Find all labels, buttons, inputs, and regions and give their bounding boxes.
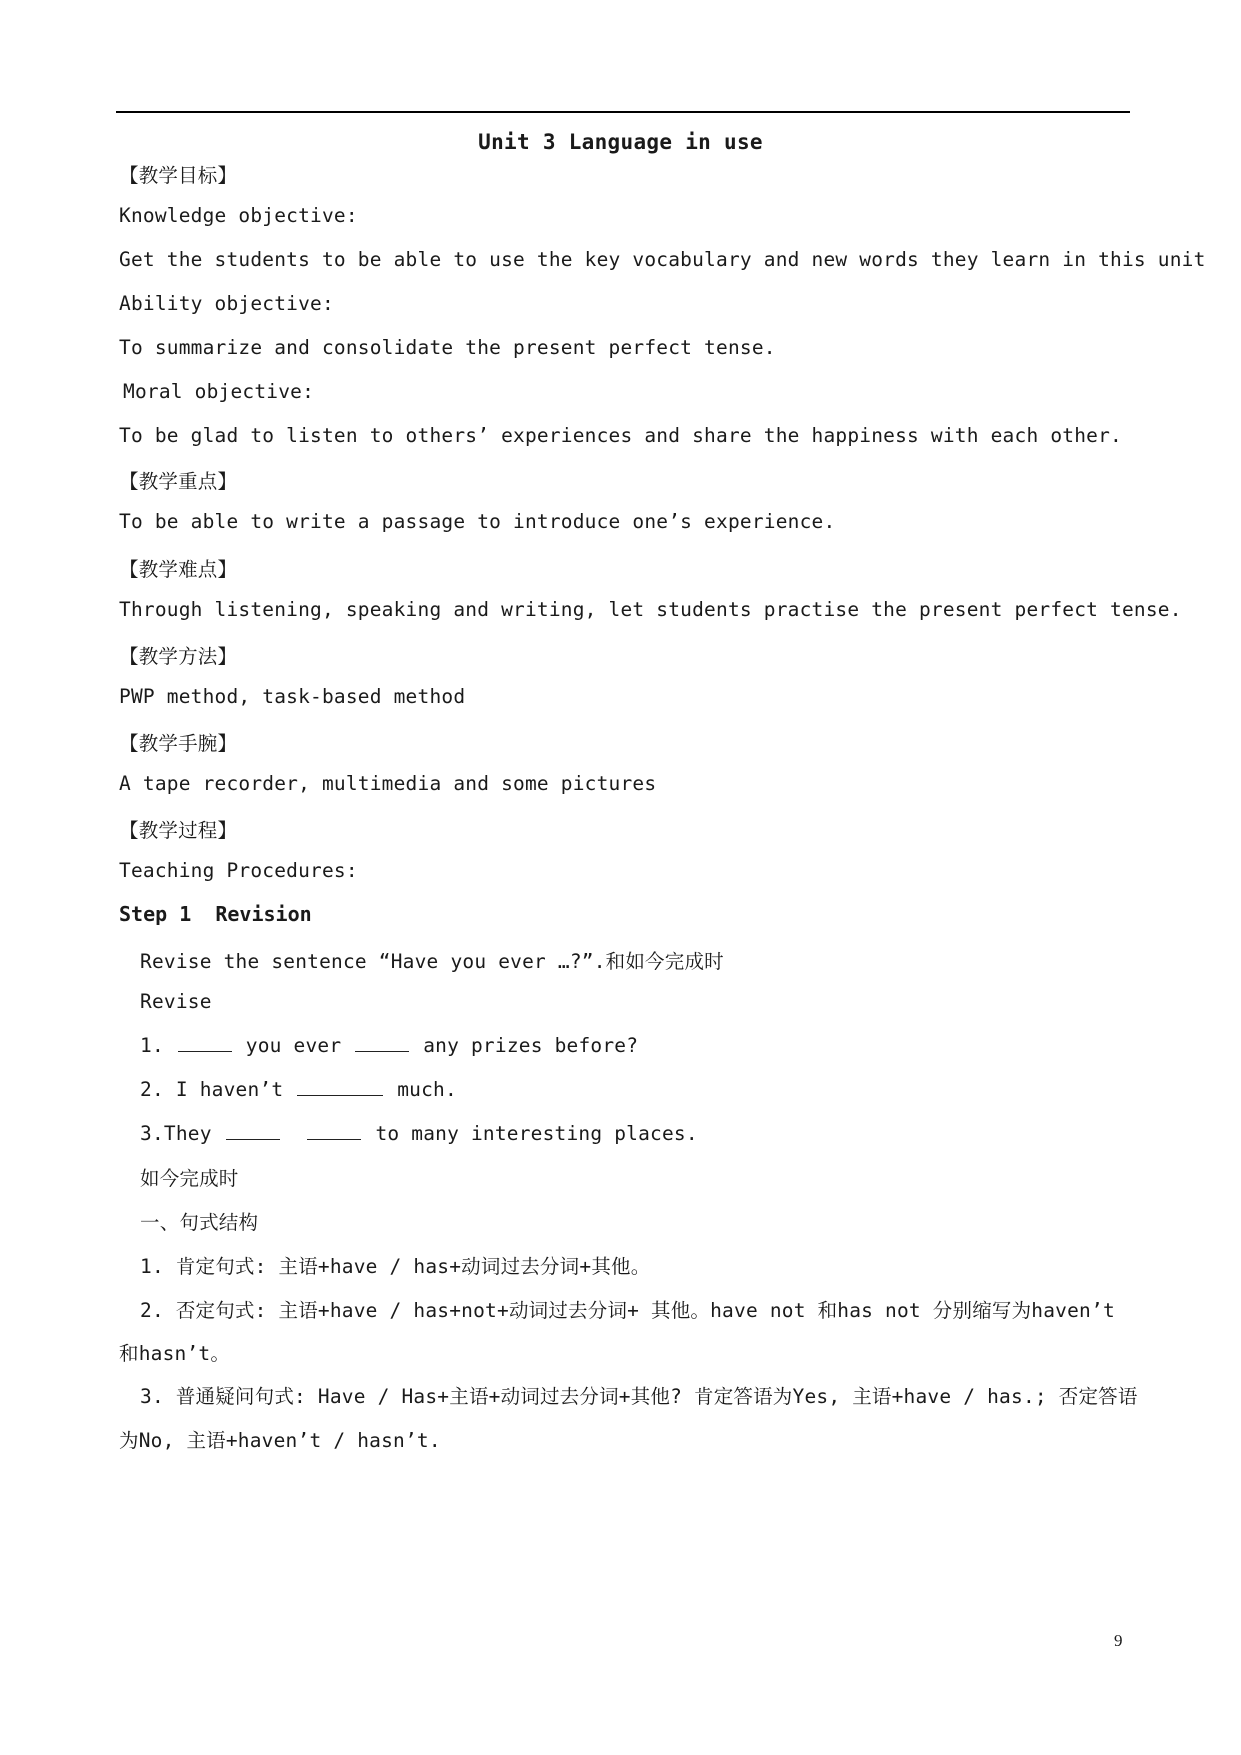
revise-label: Revise <box>140 990 212 1013</box>
key-points-heading: 【教学重点】 <box>119 470 238 493</box>
difficulties-heading: 【教学难点】 <box>119 558 238 581</box>
step1-heading: Step 1 Revision <box>119 902 312 926</box>
objectives-heading: 【教学目标】 <box>119 164 238 187</box>
question-3-blank-a[interactable] <box>226 1121 280 1140</box>
knowledge-label: Knowledge objective: <box>119 204 358 227</box>
aids-heading: 【教学手腕】 <box>119 732 238 755</box>
question-1-mid: you ever <box>245 1034 342 1057</box>
aids-text: A tape recorder, multimedia and some pictures <box>119 772 657 795</box>
methods-heading: 【教学方法】 <box>119 645 238 668</box>
page-title: Unit 3 Language in use <box>478 130 763 154</box>
methods-text: PWP method, task-based method <box>119 685 466 708</box>
ability-label: Ability objective: <box>119 292 334 315</box>
header-rule <box>116 111 1130 113</box>
grammar-title: 如今完成时 <box>140 1167 239 1190</box>
question-2-end: much. <box>397 1078 457 1101</box>
knowledge-text: Get the students to be able to use the key vocabulary and new words they learn in this unit <box>119 248 1206 271</box>
procedures-label: Teaching Procedures: <box>119 859 358 882</box>
question-3-end: to many interesting places. <box>375 1122 698 1145</box>
question-1 <box>140 1033 638 1057</box>
moral-label: Moral objective: <box>123 380 315 403</box>
rule-3: 3. 普通疑问句式: Have / Has+主语+动词过去分词+其他? 肯定答语为Yes, 主语+have / has.; 否定答语 <box>140 1385 1138 1408</box>
page-number: 9 <box>1114 1631 1123 1650</box>
rule-2-continued: 和hasn’t。 <box>119 1342 231 1365</box>
rule-3-continued: 为No, 主语+haven’t / hasn’t. <box>119 1429 441 1452</box>
rule-2: 2. 否定句式: 主语+have / has+not+动词过去分词+ 其他。have not 和has not 分别缩写为haven’t <box>140 1299 1115 1322</box>
question-1-blank-a[interactable] <box>178 1033 232 1052</box>
question-2-blank[interactable] <box>297 1077 383 1096</box>
revise-sentence: Revise the sentence “Have you ever …?”.和如今完成时 <box>140 950 724 973</box>
rule-1: 1. 肯定句式: 主语+have / has+动词过去分词+其他。 <box>140 1255 651 1278</box>
question-3 <box>140 1121 698 1145</box>
moral-text: To be glad to listen to others’ experiences and share the happiness with each other. <box>119 424 1122 447</box>
ability-text: To summarize and consolidate the present perfect tense. <box>119 336 776 359</box>
process-heading: 【教学过程】 <box>119 819 238 842</box>
question-1-blank-b[interactable] <box>355 1033 409 1052</box>
question-2-start: 2. I haven’t <box>140 1078 284 1101</box>
question-3-start: 3.They <box>140 1122 212 1145</box>
structure-title: 一、句式结构 <box>140 1211 259 1234</box>
difficulties-text: Through listening, speaking and writing, let students practise the present perfect tense. <box>119 598 1182 621</box>
question-1-num: 1. <box>140 1034 164 1057</box>
question-3-blank-b[interactable] <box>307 1121 361 1140</box>
question-1-end: any prizes before? <box>423 1034 639 1057</box>
key-points-text: To be able to write a passage to introduce one’s experience. <box>119 510 836 533</box>
question-2 <box>140 1077 457 1101</box>
